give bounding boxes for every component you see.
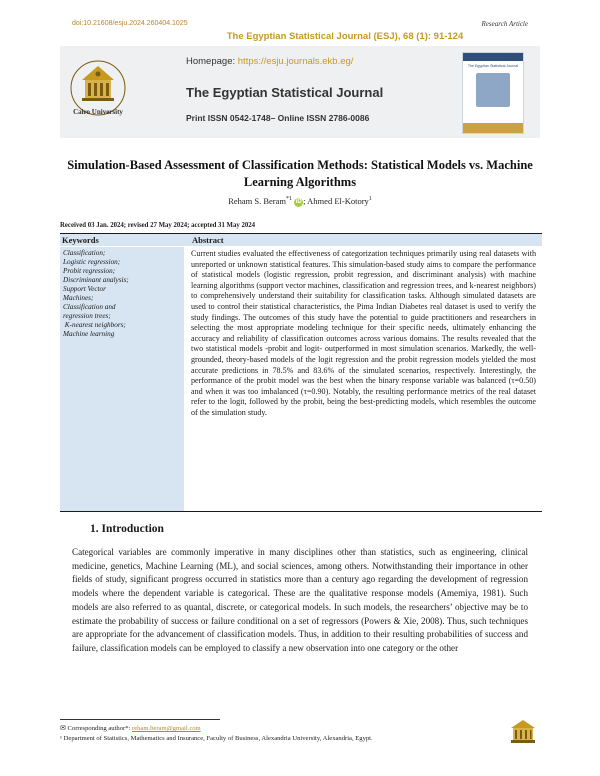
keywords-abstract-box: [60, 233, 542, 512]
keywords-heading: Keywords: [62, 235, 99, 245]
journal-title: The Egyptian Statistical Journal: [186, 85, 384, 100]
author-1-sup: *1: [286, 196, 293, 203]
corresponding-email[interactable]: reham.beram@gmail.com: [132, 725, 201, 732]
svg-text:Cairo University: Cairo University: [73, 108, 123, 116]
keyword-item: K-nearest neighbors;: [63, 321, 126, 329]
keyword-item: Support Vector: [63, 285, 106, 293]
keyword-item: Classification and: [63, 303, 116, 311]
homepage-link[interactable]: https://esju.journals.ekb.eg/: [237, 56, 354, 67]
cover-top-band: [463, 53, 523, 61]
article-type: Research Article: [481, 20, 528, 28]
cover-image: [476, 73, 510, 107]
faculty-logo-icon: [508, 718, 538, 746]
keyword-item: Logistic regression;: [63, 258, 121, 266]
cover-bottom-band: [463, 123, 523, 133]
journal-cover-thumbnail: [462, 52, 524, 134]
corresponding-label: Corresponding author*:: [67, 725, 132, 732]
keywords-list: [63, 249, 183, 339]
journal-citation: The Egyptian Statistical Journal (ESJ), 68 (1): 91-124: [226, 31, 464, 42]
section-heading-introduction: 1. Introduction: [90, 523, 164, 535]
author-2-sup: 1: [368, 196, 372, 203]
issn-line: Print ISSN 0542-1748– Online ISSN 2786-0086: [186, 113, 370, 123]
cairo-university-logo: [68, 58, 128, 120]
keyword-item: regression trees;: [63, 312, 111, 320]
orcid-icon[interactable]: iD: [295, 198, 302, 205]
corresponding-author-footnote: [60, 724, 201, 732]
keyword-item: Machines;: [63, 294, 94, 302]
homepage-label: Homepage:: [186, 56, 238, 67]
keyword-item: Machine learning: [63, 330, 115, 338]
keyword-item: Probit regression;: [63, 267, 116, 275]
author-1: Reham S. Beram: [228, 196, 287, 206]
keyword-item: Classification;: [63, 249, 106, 257]
keyword-item: Discriminant analysis;: [63, 276, 129, 284]
abstract-heading: Abstract: [192, 235, 224, 245]
paper-title: Simulation-Based Assessment of Classification Methods: Statistical Models vs. Machine Learning Algorithms: [67, 158, 533, 189]
received-dates: Received 03 Jan. 2024; revised 27 May 2024; accepted 31 May 2024: [60, 222, 256, 229]
affiliation-footnote: ¹ Department of Statistics, Mathematics and Insurance, Faculty of Business, Alexandria University, Alexandria, Egypt.: [60, 735, 373, 742]
homepage-line: [186, 56, 353, 67]
footnote-rule: [60, 719, 220, 720]
introduction-paragraph: Categorical variables are commonly imperative in many disciplines other than statistics, such as engineering, clinical medicine, genetics, Machine Learning (ML), and social sciences, among others. Notwithstanding their importance in other fields of study, significant progress occurred in statistics more than a century ago regarding the development of regression models where the dependent variable is categorical. These are the qualitative response models (Amemiya, 1981). Such models are also referred to as quantal, discrete, or categorical models. In such models, the researchers’ objective may be to estimate the probability of success or failure conditional on a set of regressors (Powers & Xie, 2008). Thus, such techniques are appropriate for the advancement of classification models. Thus, in addition to their resulting probabilities of success and failure, classification models can be employed to classify a new observation into one category or the other: [72, 547, 528, 653]
cover-title: The Egyptian Statistical Journal: [467, 64, 519, 68]
abstract-text: Current studies evaluated the effectiveness of categorization techniques primarily using real datasets with unreported or unknown statistical features. This simulation-based study aims to compare the performance of statistical models (logistic regression, probit regression, and discriminant analysis) with machine learning algorithms (support vector machines, classification and regression trees, and k-nearest neighbors) to comprehensively understand their suitability for classification tasks. Although simulated datasets are used to control their statistical characteristics, the Pima Indian Diabetes real dataset is used to verify the study findings. The outcomes of this study have the potential to guide practitioners and researchers in selecting the most appropriate modeling technique for their specific needs, ultimately enhancing the accuracy and reliability of classification outcomes across various domains. The results revealed that the two statistical models -probit and logit- outperformed in most simulation scenarios. Markedly, the well-grounded, theory-based models of the logit regression and the probit regression models yielded the most accurate predictions in 78.5% and 83.6% of the simulated scenarios, respectively. Interestingly, the performance of the probit model was the best when the binary response variable was balanced (τ=0.50) and when it was too imbalanced (τ=0.90). Notably, the resulting performance metrics of the real dataset refer to the logit, followed by the probit, being the best-predicting models, which resembles the outcome of the simulation study.: [191, 249, 536, 417]
doi: doi:10.21608/esju.2024.260404.1025: [72, 20, 188, 27]
author-2: ; Ahmed El-Kotory: [303, 196, 369, 206]
author-line: [0, 196, 600, 207]
envelope-icon: ✉: [60, 724, 66, 732]
box-header-row: [60, 234, 542, 246]
